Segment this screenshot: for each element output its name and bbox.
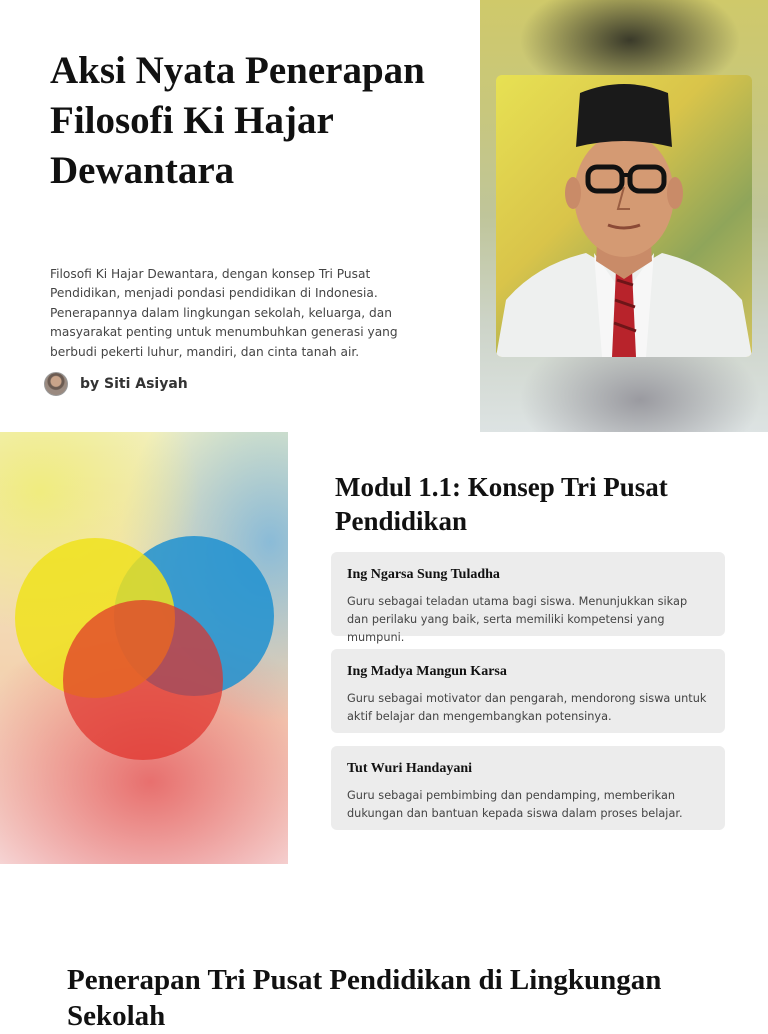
module-title: Modul 1.1: Konsep Tri Pusat Pendidikan — [335, 472, 668, 536]
author-avatar — [44, 372, 68, 396]
venn-circle-red — [63, 600, 223, 760]
card-description: Guru sebagai pembimbing dan pendamping, memberikan dukungan dan bantuan kepada siswa dalam proses belajar. — [347, 789, 683, 820]
card-tut-wuri — [331, 746, 725, 830]
portrait-panel — [480, 0, 768, 432]
card-ing-ngarsa — [331, 552, 725, 644]
card-description: Guru sebagai teladan utama bagi siswa. Menunjukkan sikap dan perilaku yang baik, serta memiliki kompetensi yang mumpuni. — [347, 595, 688, 644]
page-title: Aksi Nyata Penerapan Filosofi Ki Hajar Dewantara — [50, 49, 425, 192]
section-title: Penerapan Tri Pusat Pendidikan di Lingkungan Sekolah — [67, 964, 662, 1032]
card-description: Guru sebagai motivator dan pengarah, mendorong siswa untuk aktif belajar dan mengembangkan potensinya. — [347, 692, 707, 723]
card-ing-madya — [331, 649, 725, 733]
card-title: Ing Ngarsa Sung Tuladha — [347, 567, 500, 582]
author-name: by Siti Asiyah — [80, 376, 188, 392]
card-title: Tut Wuri Handayani — [347, 761, 473, 776]
author-byline — [44, 372, 188, 396]
portrait-image — [496, 75, 752, 357]
hero-description: Filosofi Ki Hajar Dewantara, dengan konsep Tri Pusat Pendidikan, menjadi pondasi pendidikan di Indonesia. Penerapannya dalam lingkungan sekolah, keluarga, dan masyarakat penting untuk menumbuhkan generasi yang berbudi pekerti luhur, mandiri, dan cinta tanah air. — [50, 267, 398, 359]
card-title: Ing Madya Mangun Karsa — [347, 664, 507, 679]
venn-diagram-panel — [0, 432, 288, 864]
